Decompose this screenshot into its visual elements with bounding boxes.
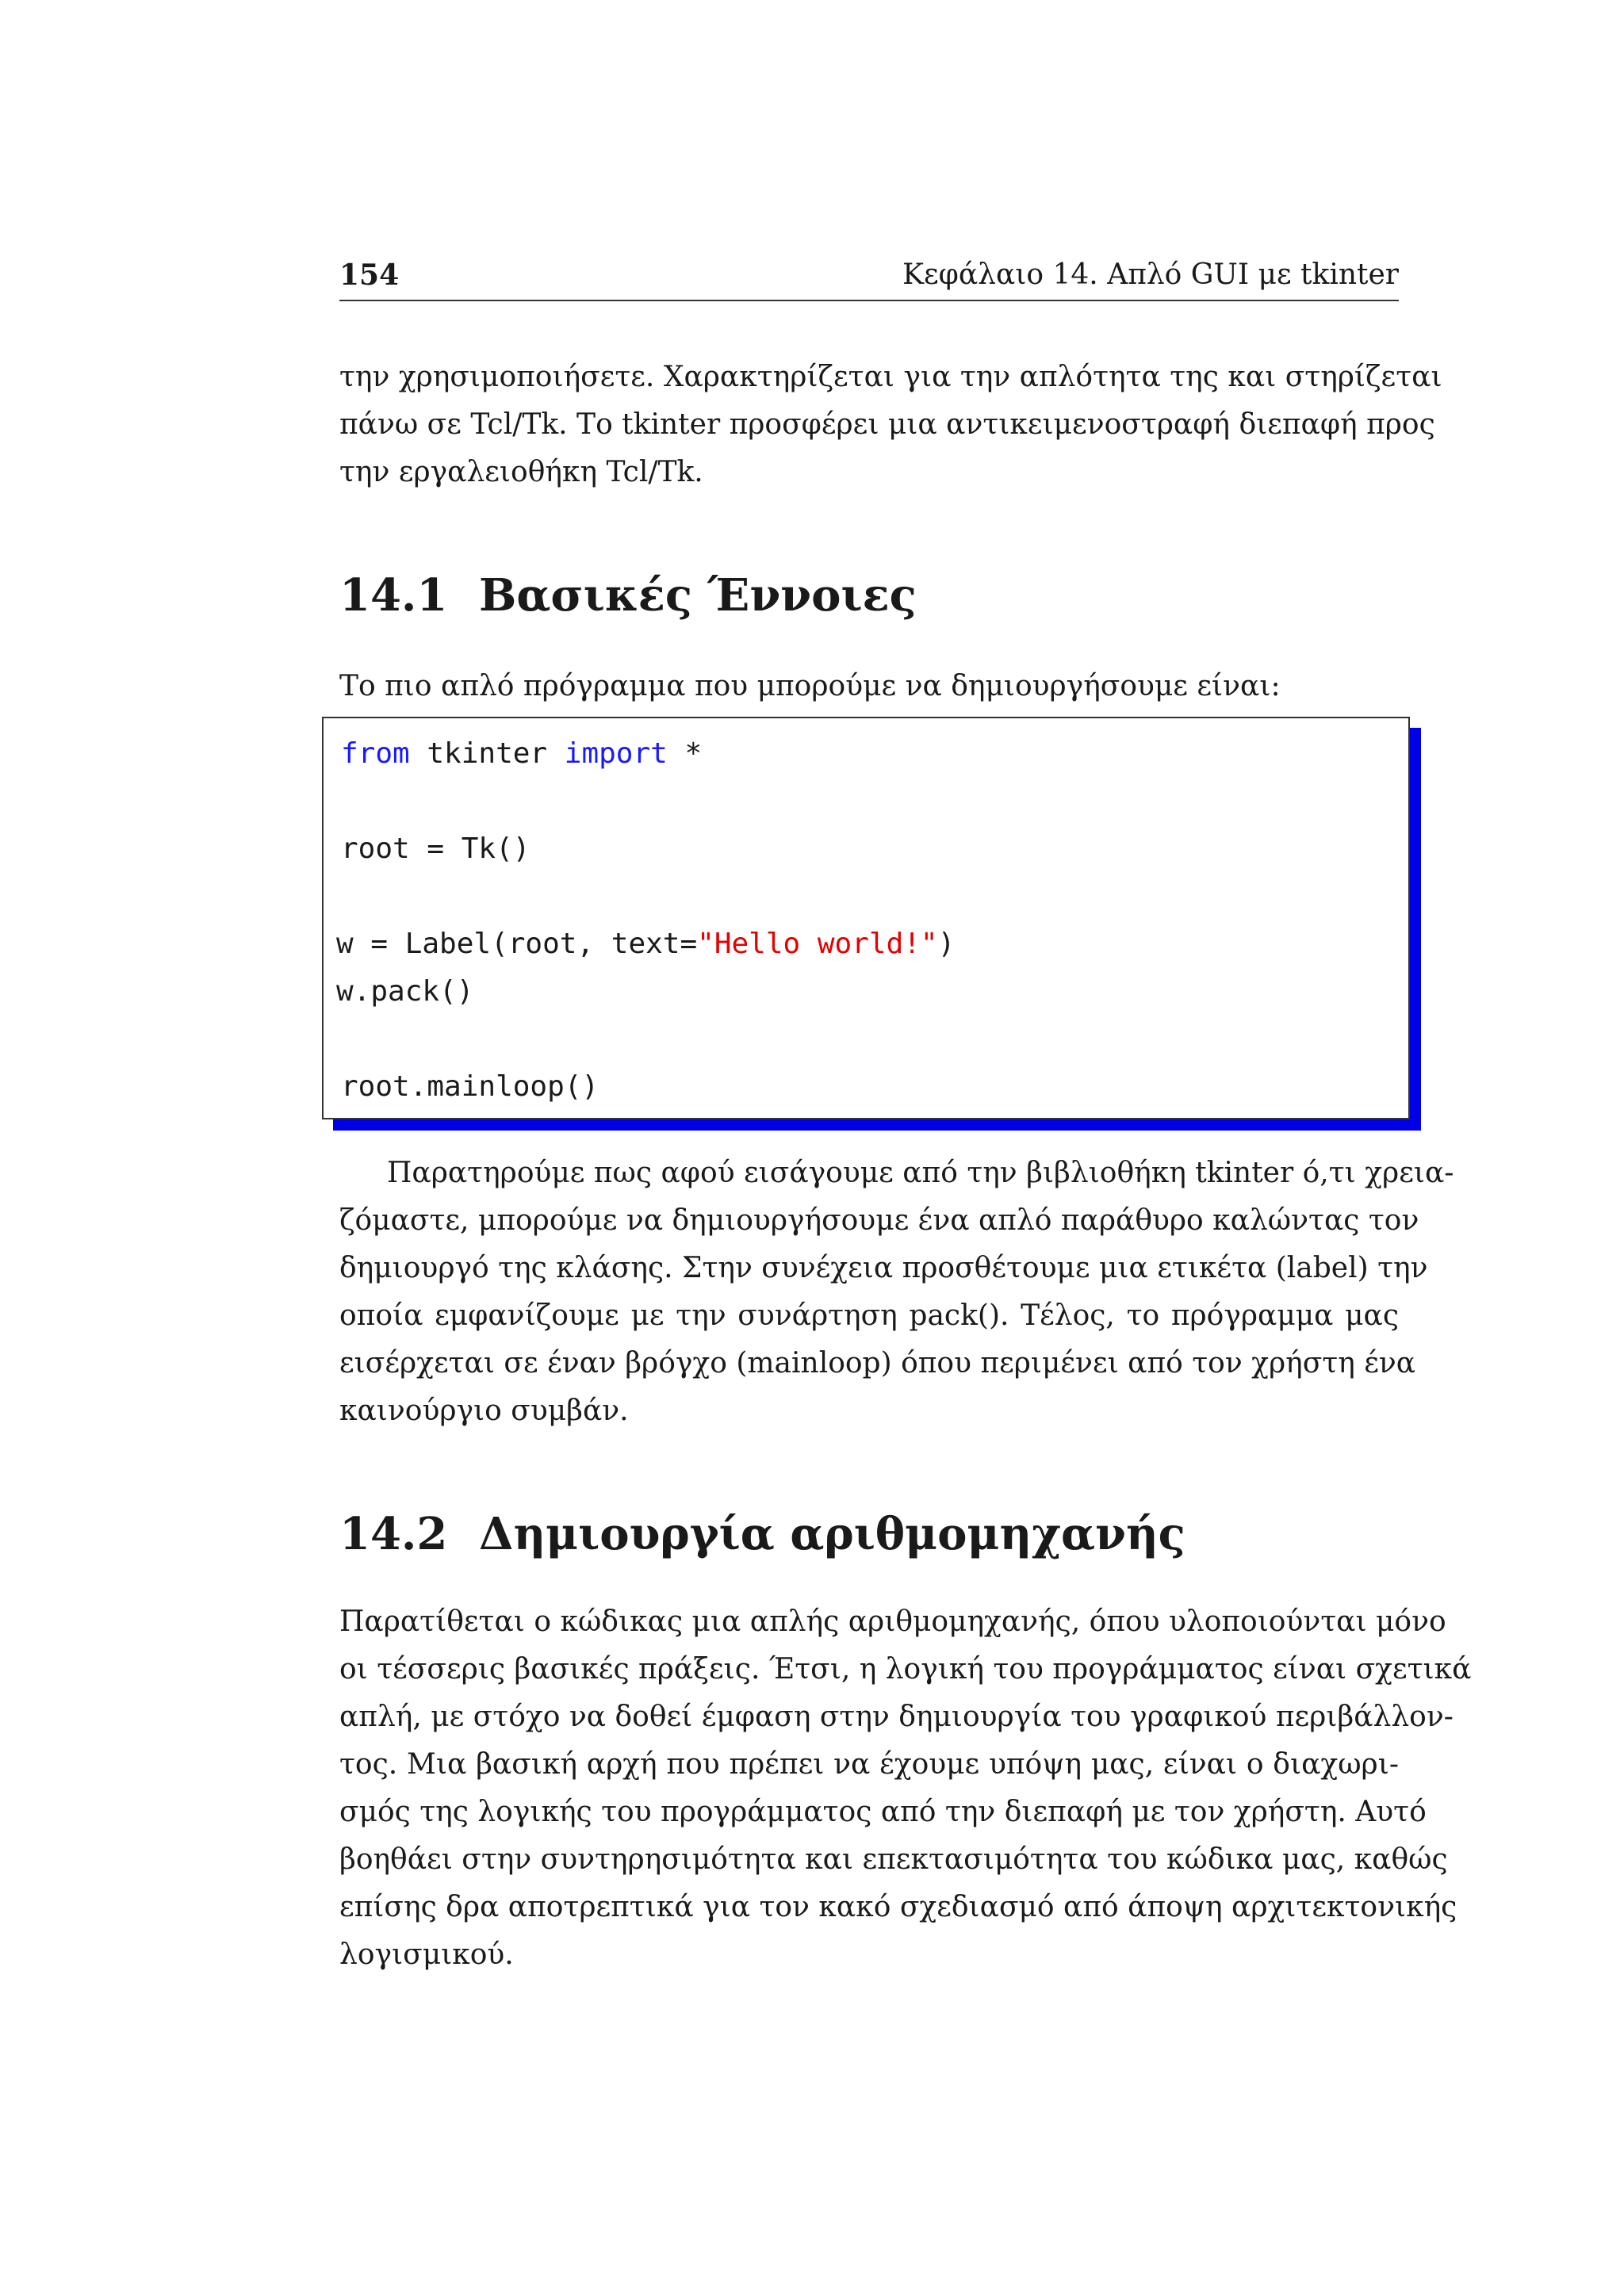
text-line: την εργαλειοθήκη Tcl/Tk. <box>339 456 703 488</box>
code-line-root: root = Tk() <box>341 832 530 865</box>
running-header <box>339 255 1399 301</box>
code-line-mainloop: root.mainloop() <box>341 1070 599 1103</box>
code-keyword: import <box>564 737 668 770</box>
text-line: Παρατηρούμε πως αφού εισάγουμε από την βιβλιοθήκη tkinter ό,τι χρεια- <box>387 1157 1454 1189</box>
section1-lead <box>339 663 1399 710</box>
code-text: w = Label(root, text= <box>336 928 698 960</box>
text-line: την χρησιμοποιήσετε. Χαρακτηρίζεται για την απλότητα της και στηρίζεται <box>339 361 1442 393</box>
code-text: ) <box>937 928 956 960</box>
intro-paragraph <box>339 354 1442 496</box>
text-line: ζόμαστε, μπορούμε να δημιουργήσουμε ένα απλό παράθυρο καλώντας τον <box>339 1204 1419 1237</box>
calculator-paragraph <box>339 1598 1472 1979</box>
code-line-label <box>336 928 955 960</box>
chapter-title: Κεφάλαιο 14. Απλό GUI με tkinter <box>902 258 1399 291</box>
text-line: καινούργιο συμβάν. <box>339 1395 629 1427</box>
section-number: 14.1 <box>339 569 448 622</box>
code-line-pack: w.pack() <box>336 975 474 1008</box>
code-text: tkinter <box>409 737 565 770</box>
code-line-import <box>341 737 702 770</box>
explanation-paragraph <box>339 1150 1454 1435</box>
text-line: σμός της λογικής του προγράμματος από την διεπαφή με τον χρήστη. Αυτό <box>339 1796 1427 1828</box>
text-line: οποία εμφανίζουμε με την συνάρτηση pack(). Τέλος, το πρόγραμμα μας <box>339 1299 1399 1332</box>
text-line: βοηθάει στην συντηρησιμότητα και επεκτασιμότητα του κώδικα μας, καθώς <box>339 1843 1448 1876</box>
text-line: Παρατίθεται ο κώδικας μια απλής αριθμομηχανής, όπου υλοποιούνται μόνο <box>339 1605 1446 1638</box>
text-line: απλή, με στόχο να δοθεί έμφαση στην δημιουργία του γραφικού περιβάλλον- <box>339 1701 1454 1733</box>
code-text: * <box>667 737 703 770</box>
section-title: Βασικές Έννοιες <box>479 569 917 622</box>
text-line: εισέρχεται σε έναν βρόγχο (mainloop) όπου περιμένει από τον χρήστη ένα <box>339 1347 1416 1380</box>
text-line: δημιουργό της κλάσης. Στην συνέχεια προσθέτουμε μια ετικέτα (label) την <box>339 1252 1428 1284</box>
text-line: επίσης δρα αποτρεπτικά για τον κακό σχεδιασμό από άποψη αρχιτεκτονικής <box>339 1891 1457 1923</box>
section-number: 14.2 <box>339 1508 448 1560</box>
section-title: Δημιουργία αριθμομηχανής <box>479 1508 1185 1560</box>
text-line: πάνω σε Tcl/Tk. Το tkinter προσφέρει μια αντικειμενοστραφή διεπαφή προς <box>339 408 1435 441</box>
text-line: Το πιο απλό πρόγραμμα που μπορούμε να δημιουργήσουμε είναι: <box>339 670 1281 702</box>
text-line: λογισμικού. <box>339 1938 514 1971</box>
code-listing <box>322 717 1410 1119</box>
text-line: τος. Μια βασική αρχή που πρέπει να έχουμε υπόψη μας, είναι ο διαχωρι- <box>339 1748 1399 1781</box>
section-heading-calculator <box>339 1508 1185 1560</box>
code-keyword: from <box>341 737 410 770</box>
section-heading-basic-concepts <box>339 569 917 622</box>
code-string: "Hello world!" <box>697 928 938 960</box>
page-number: 154 <box>339 258 400 292</box>
text-line: οι τέσσερις βασικές πράξεις. Έτσι, η λογική του προγράμματος είναι σχετικά <box>339 1653 1472 1686</box>
